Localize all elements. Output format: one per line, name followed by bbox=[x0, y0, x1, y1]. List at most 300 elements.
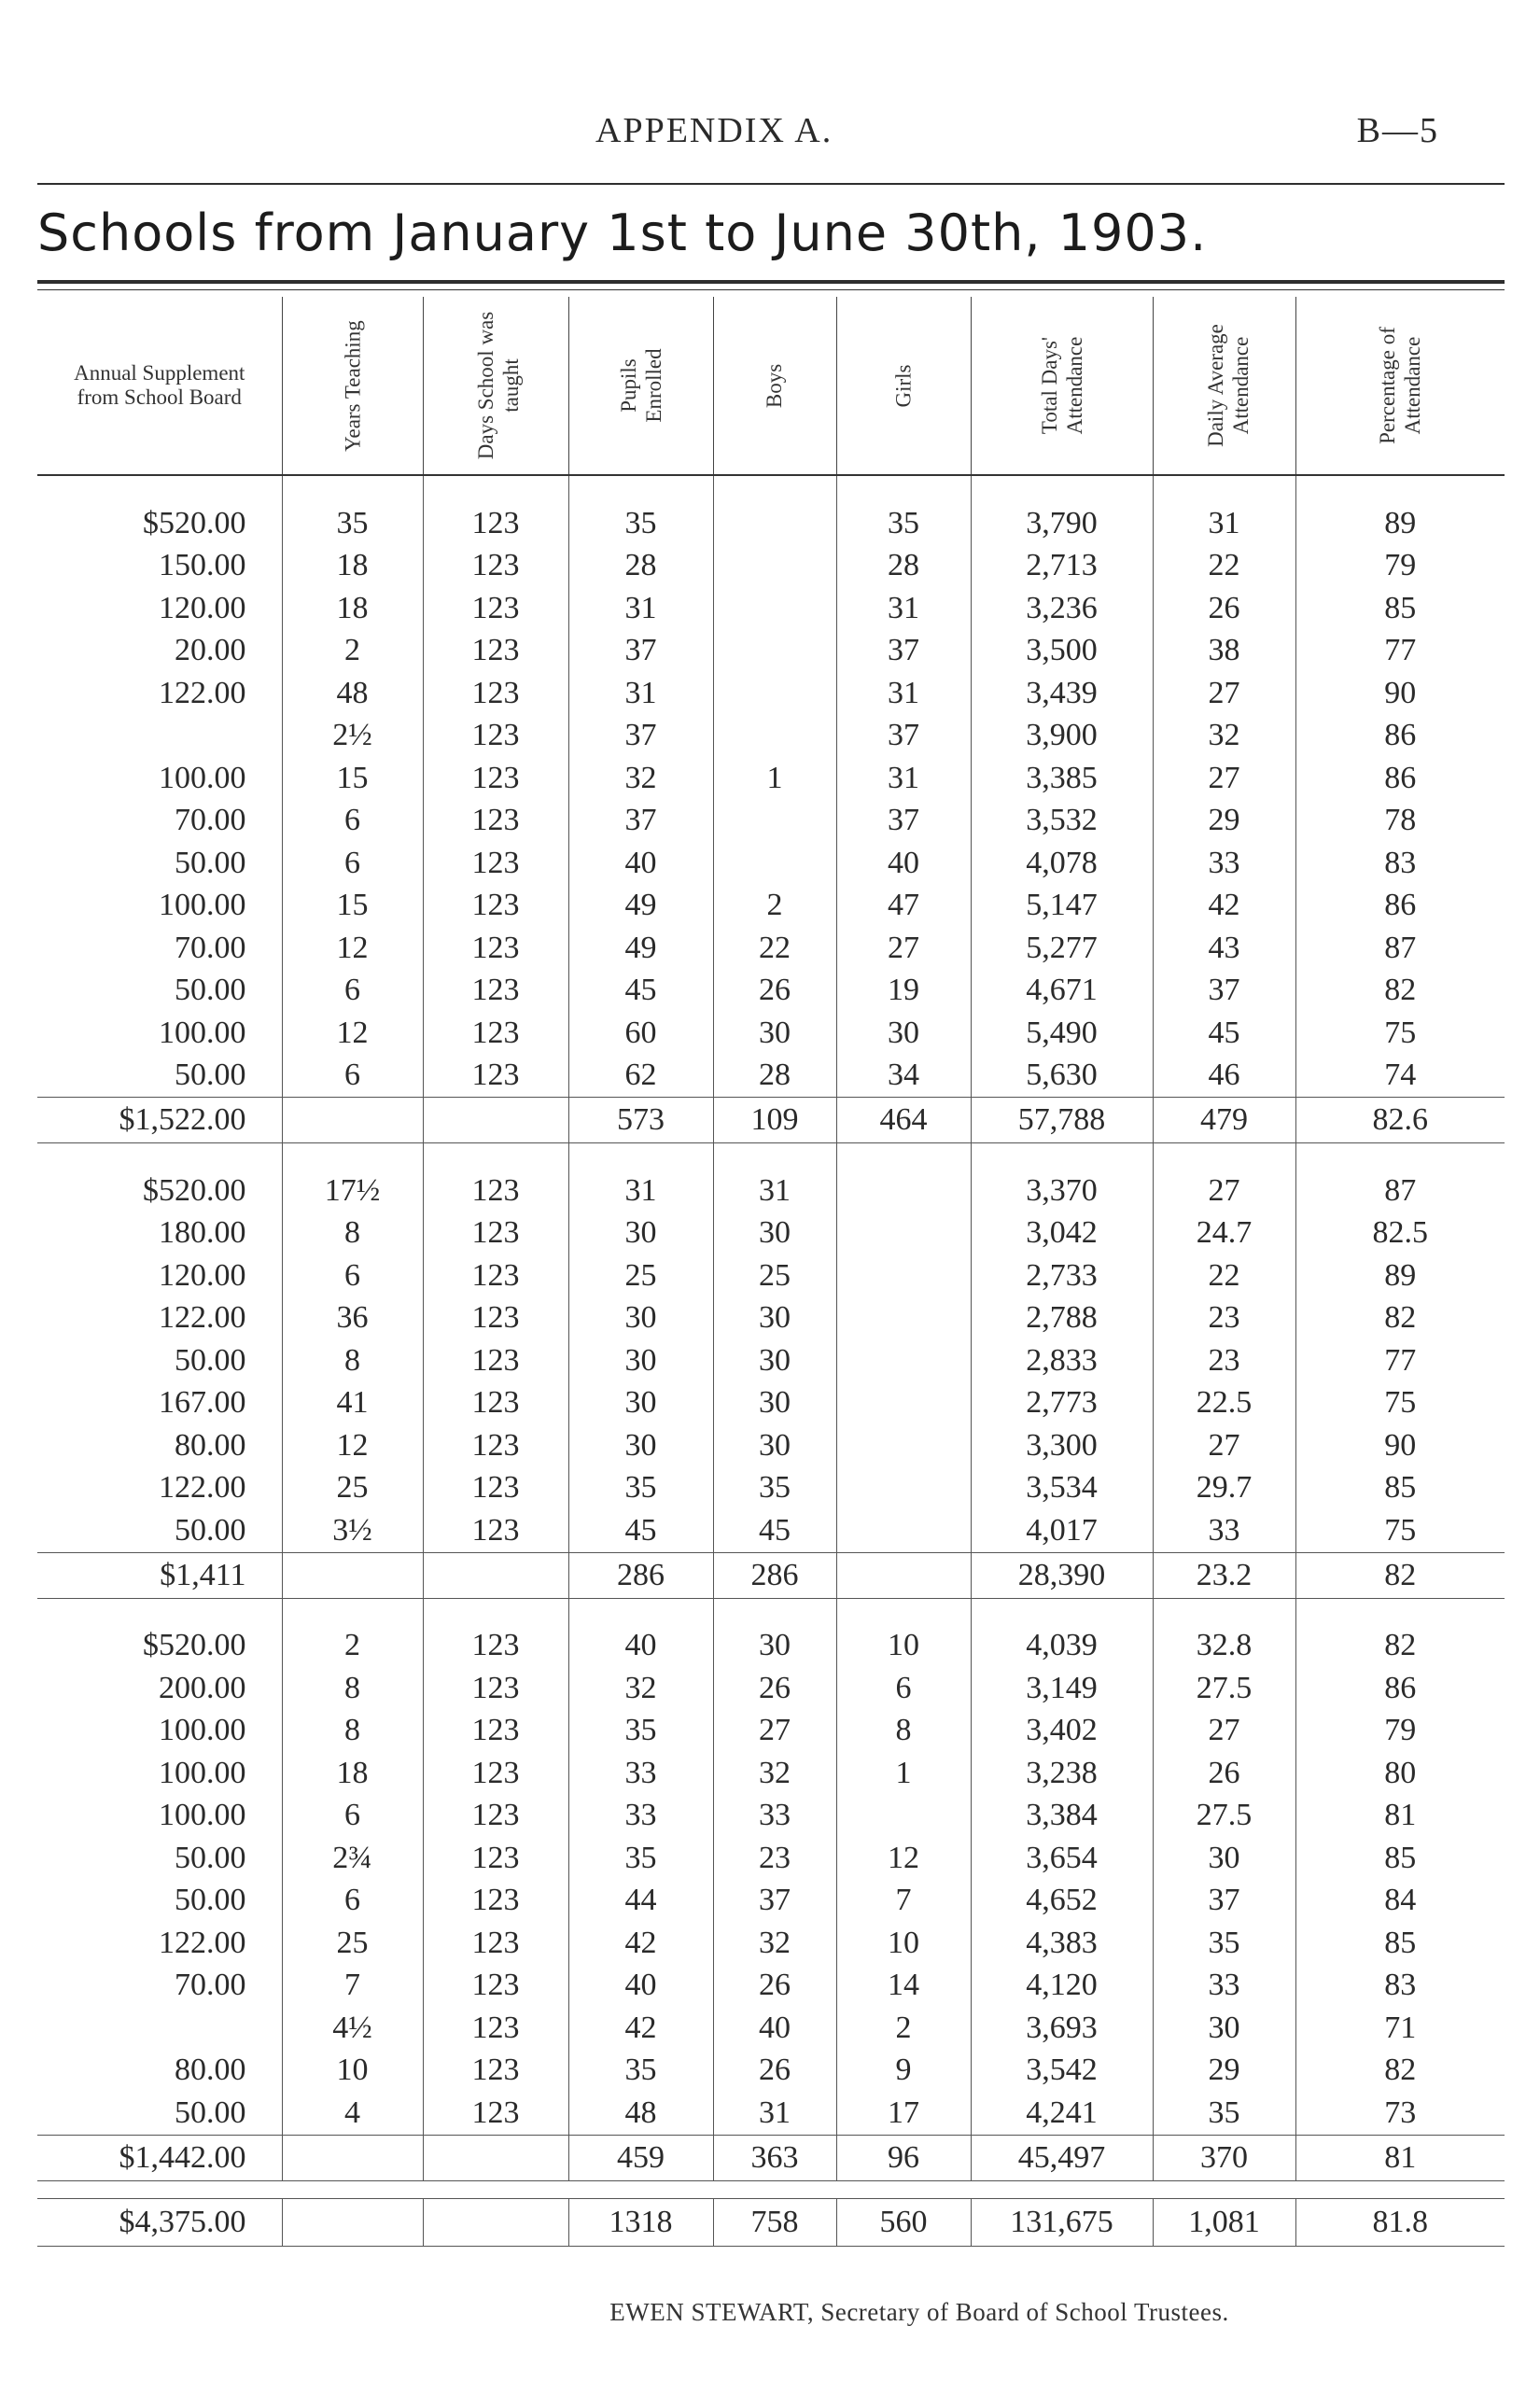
table-cell: 8 bbox=[282, 1710, 423, 1753]
table-cell: 1318 bbox=[568, 2198, 713, 2246]
page-number: B—5 bbox=[1356, 111, 1439, 150]
col-header-supplement bbox=[37, 297, 282, 475]
table-cell bbox=[37, 2007, 282, 2050]
table-cell: 81 bbox=[1295, 2135, 1505, 2180]
table-row bbox=[37, 1424, 1505, 1467]
spacer-cell bbox=[836, 1143, 971, 1170]
table-cell: 32 bbox=[1153, 715, 1295, 758]
spacer-cell bbox=[836, 1598, 971, 1625]
table-cell: 40 bbox=[713, 2007, 836, 2050]
table-cell: 100.00 bbox=[159, 1755, 246, 1790]
table-cell: 62 bbox=[568, 1055, 713, 1098]
table-cell: 74 bbox=[1295, 1055, 1505, 1098]
table-row bbox=[37, 502, 1505, 545]
table-cell: 123 bbox=[423, 970, 568, 1013]
table-cell: 123 bbox=[423, 1509, 568, 1552]
table-cell: 573 bbox=[568, 1098, 713, 1143]
spacer-cell bbox=[1295, 2180, 1505, 2198]
table-cell: 35 bbox=[836, 502, 971, 545]
table-cell: 82.5 bbox=[1295, 1212, 1505, 1255]
table-cell: 3,236 bbox=[971, 587, 1153, 630]
table-cell: 45,497 bbox=[971, 2135, 1153, 2180]
table-cell: 35 bbox=[568, 2050, 713, 2093]
table-cell: 27 bbox=[1153, 1170, 1295, 1212]
table-cell: 150.00 bbox=[159, 548, 246, 583]
table-cell: 37 bbox=[1153, 1880, 1295, 1923]
table-cell: 35 bbox=[568, 1710, 713, 1753]
table-cell: 560 bbox=[836, 2198, 971, 2246]
col-header-label: Girls bbox=[891, 364, 916, 407]
table-row bbox=[37, 1880, 1505, 1923]
table-cell: 123 bbox=[423, 1170, 568, 1212]
table-cell: 10 bbox=[836, 1922, 971, 1965]
table-cell: 29 bbox=[1153, 2050, 1295, 2093]
table-cell: 4½ bbox=[282, 2007, 423, 2050]
table-cell: 82 bbox=[1295, 970, 1505, 1013]
table-cell: 30 bbox=[713, 1297, 836, 1340]
table-cell: 37 bbox=[568, 800, 713, 843]
table-cell: 123 bbox=[423, 1795, 568, 1838]
table-cell: 123 bbox=[423, 1297, 568, 1340]
table-cell: 71 bbox=[1295, 2007, 1505, 2050]
table-cell: 286 bbox=[713, 1552, 836, 1598]
table-cell: 123 bbox=[423, 545, 568, 588]
table-cell: 123 bbox=[423, 1212, 568, 1255]
table-cell: 40 bbox=[568, 1625, 713, 1668]
spacer-cell bbox=[423, 1143, 568, 1170]
col-header-label: Annual Supplement from School Board bbox=[74, 361, 245, 409]
appendix-label: APPENDIX A. bbox=[595, 111, 833, 150]
table-cell: 23.2 bbox=[1153, 1552, 1295, 1598]
table-cell: 81.8 bbox=[1295, 2198, 1505, 2246]
spacer-cell bbox=[37, 475, 282, 502]
spacer-cell bbox=[423, 1598, 568, 1625]
spacer-cell bbox=[971, 1598, 1153, 1625]
table-cell: 3,384 bbox=[971, 1795, 1153, 1838]
spacer-cell bbox=[282, 2180, 423, 2198]
spacer-cell bbox=[1153, 1598, 1295, 1625]
table-cell: 83 bbox=[1295, 842, 1505, 885]
table-cell: 123 bbox=[423, 885, 568, 928]
col-header-total-days bbox=[971, 297, 1153, 475]
table-cell: 37 bbox=[1153, 970, 1295, 1013]
table-cell: 96 bbox=[836, 2135, 971, 2180]
table-cell: 123 bbox=[423, 1424, 568, 1467]
table-cell bbox=[836, 1424, 971, 1467]
table-cell: 31 bbox=[568, 587, 713, 630]
table-cell: 123 bbox=[423, 1055, 568, 1098]
table-cell: 35 bbox=[568, 1837, 713, 1880]
spacer-cell bbox=[1295, 1598, 1505, 1625]
spacer-row bbox=[37, 1143, 1505, 1170]
table-cell bbox=[423, 2198, 568, 2246]
table-cell: 90 bbox=[1295, 672, 1505, 715]
table-cell: 123 bbox=[423, 757, 568, 800]
table-cell: 27 bbox=[836, 927, 971, 970]
table-cell: 35 bbox=[568, 502, 713, 545]
table-cell: 25 bbox=[282, 1922, 423, 1965]
table-cell: 22.5 bbox=[1153, 1382, 1295, 1425]
table-cell: 4,039 bbox=[971, 1625, 1153, 1668]
table-cell: 5,147 bbox=[971, 885, 1153, 928]
table-cell: 40 bbox=[568, 1965, 713, 2008]
table-cell: 30 bbox=[836, 1012, 971, 1055]
table-cell: 2 bbox=[836, 2007, 971, 2050]
table-cell: 3,238 bbox=[971, 1752, 1153, 1795]
table-row bbox=[37, 1509, 1505, 1552]
table-cell: 123 bbox=[423, 1467, 568, 1510]
table-cell: 43 bbox=[1153, 927, 1295, 970]
table-cell: 84 bbox=[1295, 1880, 1505, 1923]
subtotal-row bbox=[37, 1552, 1505, 1598]
table-cell: 6 bbox=[282, 970, 423, 1013]
table-cell bbox=[37, 715, 282, 758]
table-cell: 47 bbox=[836, 885, 971, 928]
table-cell: 23 bbox=[1153, 1297, 1295, 1340]
table-cell: 3½ bbox=[282, 1509, 423, 1552]
table-cell: 34 bbox=[836, 1055, 971, 1098]
table-cell: 49 bbox=[568, 927, 713, 970]
table-cell: 30 bbox=[568, 1382, 713, 1425]
table-row bbox=[37, 842, 1505, 885]
table-cell: 123 bbox=[423, 1012, 568, 1055]
col-header-label: Percentage of Attendance bbox=[1376, 327, 1425, 444]
table-cell: 123 bbox=[423, 1667, 568, 1710]
col-header-pupils bbox=[568, 297, 713, 475]
table-cell: 26 bbox=[713, 2050, 836, 2093]
spacer-cell bbox=[971, 475, 1153, 502]
table-cell: 89 bbox=[1295, 1254, 1505, 1297]
table-cell: 6 bbox=[282, 1254, 423, 1297]
table-cell: 3,385 bbox=[971, 757, 1153, 800]
col-header-years bbox=[282, 297, 423, 475]
table-cell bbox=[713, 715, 836, 758]
table-cell: 8 bbox=[282, 1339, 423, 1382]
table-cell: 42 bbox=[568, 1922, 713, 1965]
table-cell: 27 bbox=[1153, 672, 1295, 715]
table-cell: 28 bbox=[836, 545, 971, 588]
table-cell: 123 bbox=[423, 1837, 568, 1880]
table-cell: 37 bbox=[568, 630, 713, 673]
table-cell: 87 bbox=[1295, 927, 1505, 970]
table-row bbox=[37, 2007, 1505, 2050]
table-cell: 2,733 bbox=[971, 1254, 1153, 1297]
table-row bbox=[37, 1339, 1505, 1382]
col-header-label: Years Teaching bbox=[341, 319, 364, 452]
table-cell: 31 bbox=[836, 587, 971, 630]
table-cell: 26 bbox=[1153, 587, 1295, 630]
table-cell: 23 bbox=[1153, 1339, 1295, 1382]
table-cell: 46 bbox=[1153, 1055, 1295, 1098]
table-cell: 123 bbox=[423, 1382, 568, 1425]
spacer-cell bbox=[1295, 475, 1505, 502]
spacer-cell bbox=[568, 475, 713, 502]
table-cell: 36 bbox=[282, 1297, 423, 1340]
table-cell bbox=[836, 1212, 971, 1255]
table-cell: 8 bbox=[282, 1667, 423, 1710]
table-cell: 27 bbox=[713, 1710, 836, 1753]
table-cell: 31 bbox=[1153, 502, 1295, 545]
table-cell: 50.00 bbox=[175, 2095, 246, 2130]
table-row bbox=[37, 672, 1505, 715]
table-cell: 464 bbox=[836, 1098, 971, 1143]
col-header-label: Boys bbox=[763, 363, 787, 408]
table-cell: 123 bbox=[423, 1880, 568, 1923]
table-cell: 120.00 bbox=[159, 1257, 246, 1293]
table-cell bbox=[836, 1170, 971, 1212]
table-cell: 73 bbox=[1295, 2092, 1505, 2135]
table-cell: 100.00 bbox=[159, 1015, 246, 1050]
table-cell: 37 bbox=[713, 1880, 836, 1923]
table-row bbox=[37, 757, 1505, 800]
table-cell bbox=[836, 1552, 971, 1598]
table-cell: 79 bbox=[1295, 545, 1505, 588]
table-cell: 75 bbox=[1295, 1012, 1505, 1055]
table-row bbox=[37, 1212, 1505, 1255]
grand-total-row bbox=[37, 2198, 1505, 2246]
table-cell: 3,439 bbox=[971, 672, 1153, 715]
spacer-cell bbox=[836, 2180, 971, 2198]
table-row bbox=[37, 715, 1505, 758]
table-cell: 86 bbox=[1295, 1667, 1505, 1710]
table-row bbox=[37, 1965, 1505, 2008]
table-cell: 123 bbox=[423, 2007, 568, 2050]
table-cell: 87 bbox=[1295, 1170, 1505, 1212]
table-cell: 70.00 bbox=[175, 803, 246, 838]
table-row bbox=[37, 545, 1505, 588]
table-cell: 6 bbox=[282, 1880, 423, 1923]
spacer-cell bbox=[713, 2180, 836, 2198]
table-cell: 42 bbox=[568, 2007, 713, 2050]
table-cell: 85 bbox=[1295, 587, 1505, 630]
table-cell: 2,788 bbox=[971, 1297, 1153, 1340]
table-cell: 50.00 bbox=[175, 1512, 246, 1548]
table-cell: 4,383 bbox=[971, 1922, 1153, 1965]
table-cell bbox=[713, 630, 836, 673]
table-cell: 4,078 bbox=[971, 842, 1153, 885]
table-cell: 1 bbox=[836, 1752, 971, 1795]
table-cell: 31 bbox=[836, 672, 971, 715]
table-cell: 17½ bbox=[282, 1170, 423, 1212]
table-cell: 35 bbox=[1153, 2092, 1295, 2135]
table-row bbox=[37, 1837, 1505, 1880]
table-cell: 109 bbox=[713, 1098, 836, 1143]
table-cell: 45 bbox=[568, 1509, 713, 1552]
table-cell: 122.00 bbox=[159, 1470, 246, 1506]
table-cell: 123 bbox=[423, 2050, 568, 2093]
table-cell: 89 bbox=[1295, 502, 1505, 545]
table-cell: 2,833 bbox=[971, 1339, 1153, 1382]
spacer-cell bbox=[568, 2180, 713, 2198]
col-header-percentage bbox=[1295, 297, 1505, 475]
spacer-cell bbox=[282, 475, 423, 502]
col-header-boys bbox=[713, 297, 836, 475]
table-cell: 3,654 bbox=[971, 1837, 1153, 1880]
table-cell: 286 bbox=[568, 1552, 713, 1598]
table-cell: $520.00 bbox=[143, 1172, 246, 1208]
table-cell: 2 bbox=[713, 885, 836, 928]
table-cell: 3,402 bbox=[971, 1710, 1153, 1753]
table-cell: 32 bbox=[713, 1752, 836, 1795]
table-cell: 49 bbox=[568, 885, 713, 928]
table-cell: 37 bbox=[568, 715, 713, 758]
table-cell: 3,790 bbox=[971, 502, 1153, 545]
table-cell: 32 bbox=[568, 757, 713, 800]
spacer-cell bbox=[713, 1143, 836, 1170]
table-cell: 5,490 bbox=[971, 1012, 1153, 1055]
table-cell: 81 bbox=[1295, 1795, 1505, 1838]
table-cell: 10 bbox=[836, 1625, 971, 1668]
table-cell: 3,042 bbox=[971, 1212, 1153, 1255]
table-cell: 50.00 bbox=[175, 1883, 246, 1918]
table-cell: 31 bbox=[568, 672, 713, 715]
table-cell: 370 bbox=[1153, 2135, 1295, 2180]
table-cell: 30 bbox=[713, 1625, 836, 1668]
table-cell: 123 bbox=[423, 800, 568, 843]
table-cell: 14 bbox=[836, 1965, 971, 2008]
table-cell: 2 bbox=[282, 1625, 423, 1668]
table-cell: 122.00 bbox=[159, 1300, 246, 1336]
table-cell: 122.00 bbox=[159, 1925, 246, 1960]
table-cell: 30 bbox=[568, 1424, 713, 1467]
table-cell: 83 bbox=[1295, 1965, 1505, 2008]
table-cell: 9 bbox=[836, 2050, 971, 2093]
table-cell: 3,534 bbox=[971, 1467, 1153, 1510]
table-cell: 28,390 bbox=[971, 1552, 1153, 1598]
table-cell bbox=[836, 1509, 971, 1552]
table-cell: 19 bbox=[836, 970, 971, 1013]
table-cell bbox=[423, 1098, 568, 1143]
table-cell: 15 bbox=[282, 757, 423, 800]
header-row bbox=[37, 297, 1505, 475]
page-title: Schools from January 1st to June 30th, 1903. bbox=[37, 203, 1208, 262]
table-cell bbox=[423, 1552, 568, 1598]
table-cell bbox=[713, 545, 836, 588]
table-cell: 123 bbox=[423, 630, 568, 673]
table-cell: 100.00 bbox=[159, 1798, 246, 1833]
table-cell: 22 bbox=[1153, 545, 1295, 588]
table-cell: $1,411 bbox=[37, 1552, 282, 1598]
table-cell: 6 bbox=[282, 1055, 423, 1098]
table-cell: 6 bbox=[836, 1667, 971, 1710]
table-cell bbox=[713, 800, 836, 843]
table-cell: 180.00 bbox=[159, 1215, 246, 1251]
table-cell bbox=[282, 1552, 423, 1598]
table-row bbox=[37, 1752, 1505, 1795]
table-cell: 27.5 bbox=[1153, 1667, 1295, 1710]
table-cell: 479 bbox=[1153, 1098, 1295, 1143]
table-cell: 23 bbox=[713, 1837, 836, 1880]
table-cell: 30 bbox=[713, 1012, 836, 1055]
table-cell: 45 bbox=[1153, 1012, 1295, 1055]
table-row bbox=[37, 927, 1505, 970]
running-head bbox=[0, 110, 1540, 157]
table-cell: 6 bbox=[282, 800, 423, 843]
table-cell: 31 bbox=[568, 1170, 713, 1212]
col-header-girls bbox=[836, 297, 971, 475]
attendance-table bbox=[37, 297, 1505, 2247]
spacer-cell bbox=[971, 1143, 1153, 1170]
table-cell: 30 bbox=[568, 1339, 713, 1382]
table-cell: 50.00 bbox=[175, 1058, 246, 1093]
table-row bbox=[37, 970, 1505, 1013]
table-cell: 30 bbox=[713, 1424, 836, 1467]
table-row bbox=[37, 1170, 1505, 1212]
table-cell: 2,773 bbox=[971, 1382, 1153, 1425]
table-cell: 82 bbox=[1295, 1625, 1505, 1668]
table-cell: 120.00 bbox=[159, 590, 246, 625]
table-body bbox=[37, 475, 1505, 2246]
spacer-cell bbox=[423, 2180, 568, 2198]
table-cell: 22 bbox=[1153, 1254, 1295, 1297]
table-cell: 33 bbox=[1153, 842, 1295, 885]
header-rule bbox=[37, 183, 1505, 185]
spacer-cell bbox=[836, 475, 971, 502]
table-cell: 82 bbox=[1295, 1297, 1505, 1340]
table-cell: 82 bbox=[1295, 2050, 1505, 2093]
table-cell: 50.00 bbox=[175, 845, 246, 880]
table-cell: 42 bbox=[1153, 885, 1295, 928]
table-cell: 79 bbox=[1295, 1710, 1505, 1753]
table-cell bbox=[836, 1382, 971, 1425]
table-row bbox=[37, 1254, 1505, 1297]
table-cell: 20.00 bbox=[175, 633, 246, 668]
spacer-cell bbox=[37, 2180, 282, 2198]
table-cell: 30 bbox=[1153, 2007, 1295, 2050]
table-cell: 5,630 bbox=[971, 1055, 1153, 1098]
table-cell: 7 bbox=[836, 1880, 971, 1923]
col-header-label: Days School was taught bbox=[473, 311, 523, 460]
table-cell: 48 bbox=[282, 672, 423, 715]
table-cell: 30 bbox=[1153, 1837, 1295, 1880]
spacer-cell bbox=[971, 2180, 1153, 2198]
table-row bbox=[37, 800, 1505, 843]
table-cell: 18 bbox=[282, 587, 423, 630]
table-cell: 123 bbox=[423, 1922, 568, 1965]
table-cell: 30 bbox=[713, 1339, 836, 1382]
table-cell: 75 bbox=[1295, 1509, 1505, 1552]
table-cell: 100.00 bbox=[159, 760, 246, 795]
table-cell: 70.00 bbox=[175, 1968, 246, 2003]
table-cell: 2 bbox=[282, 630, 423, 673]
table-cell: 41 bbox=[282, 1382, 423, 1425]
table-cell: 100.00 bbox=[159, 888, 246, 923]
subtotal-row bbox=[37, 2135, 1505, 2180]
table-cell bbox=[282, 1098, 423, 1143]
spacer-cell bbox=[1153, 475, 1295, 502]
spacer-cell bbox=[568, 1143, 713, 1170]
title-rule-thin bbox=[37, 289, 1505, 290]
table-cell: 32 bbox=[568, 1667, 713, 1710]
table-cell: 28 bbox=[713, 1055, 836, 1098]
table-row bbox=[37, 1710, 1505, 1753]
table-cell: 30 bbox=[713, 1212, 836, 1255]
table-cell: 82 bbox=[1295, 1552, 1505, 1598]
table-cell: 85 bbox=[1295, 1837, 1505, 1880]
table-cell: 77 bbox=[1295, 1339, 1505, 1382]
spacer-cell bbox=[568, 1598, 713, 1625]
table-cell: 100.00 bbox=[159, 1713, 246, 1748]
table-cell: 78 bbox=[1295, 800, 1505, 843]
table-cell: 123 bbox=[423, 715, 568, 758]
table-cell bbox=[836, 1339, 971, 1382]
signature-line: EWEN STEWART, Secretary of Board of School Trustees. bbox=[609, 2298, 1229, 2326]
table-cell bbox=[836, 1297, 971, 1340]
table-cell: 85 bbox=[1295, 1467, 1505, 1510]
table-cell: 123 bbox=[423, 1339, 568, 1382]
table-cell: 25 bbox=[282, 1467, 423, 1510]
table-cell: 2,713 bbox=[971, 545, 1153, 588]
